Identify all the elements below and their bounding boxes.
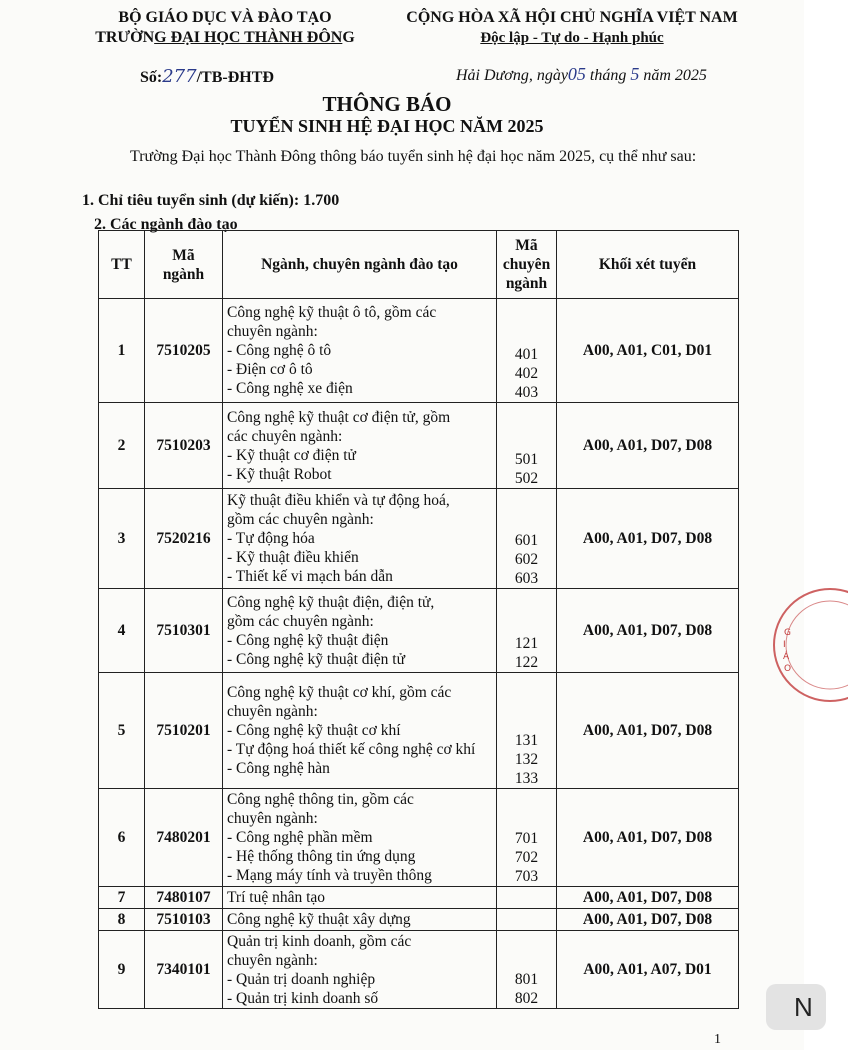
major-name-line: các chuyên ngành: <box>227 427 343 445</box>
major-name-line: Công nghệ kỹ thuật cơ điện tử, gồm <box>227 408 451 426</box>
handwritten-number: 277 <box>162 66 197 87</box>
major-name <box>223 589 497 673</box>
major-name-line: - Công nghệ ô tô <box>227 342 332 359</box>
major-name <box>223 909 497 931</box>
page-number: 1 <box>714 1032 721 1047</box>
major-name-line: gồm các chuyên ngành: <box>227 612 374 630</box>
row-number: 1 <box>99 299 145 403</box>
row-number: 8 <box>99 909 145 931</box>
major-name <box>223 489 497 589</box>
major-code: 7340101 <box>145 931 223 1009</box>
table-row <box>99 489 739 589</box>
sub-major-code: 133 <box>514 770 539 787</box>
admission-block: A00, A01, D07, D08 <box>557 909 739 931</box>
sub-major-code: 401 <box>514 346 539 363</box>
major-name <box>223 299 497 403</box>
header-tt: TT <box>99 231 145 299</box>
country-name: CỘNG HÒA XÃ HỘI CHỦ NGHĨA VIỆT NAM <box>406 9 738 26</box>
ministry-header <box>70 8 380 48</box>
row-number: 3 <box>99 489 145 589</box>
row-number: 6 <box>99 789 145 887</box>
table-row <box>99 909 739 931</box>
sub-major-code: 802 <box>514 990 539 1007</box>
major-name-line: - Tự động hóa <box>227 530 315 547</box>
document-number: Số:277/TB-ĐHTĐ <box>140 66 274 87</box>
handwritten-day: 05 <box>567 64 586 84</box>
major-name-line: - Quản trị kinh doanh số <box>227 989 379 1007</box>
handwritten-month: 5 <box>630 64 640 84</box>
major-name-line: - Kỹ thuật cơ điện tử <box>227 446 356 464</box>
major-name-line: - Điện cơ ô tô <box>227 361 313 378</box>
major-code: 7480107 <box>145 887 223 909</box>
admission-block: A00, A01, C01, D01 <box>557 299 739 403</box>
major-name-line: - Công nghệ kỹ thuật điện <box>227 631 389 649</box>
admission-block: A00, A01, D07, D08 <box>557 789 739 887</box>
sub-major-codes <box>497 489 557 589</box>
major-name-line: - Mạng máy tính và truyền thông <box>227 867 432 884</box>
major-code: 7510201 <box>145 673 223 789</box>
row-number: 2 <box>99 403 145 489</box>
major-name-line: - Tự động hoá thiết kế công nghệ cơ khí <box>227 741 476 758</box>
admission-block: A00, A01, D07, D08 <box>557 403 739 489</box>
table-header-row <box>99 231 739 299</box>
sub-major-codes <box>497 589 557 673</box>
header-admission-block: Khối xét tuyển <box>557 231 739 299</box>
major-name-line: - Công nghệ phần mềm <box>227 829 373 846</box>
sub-major-code: 703 <box>514 868 539 885</box>
national-motto: Độc lập - Tự do - Hạnh phúc <box>480 30 664 46</box>
admission-block: A00, A01, D07, D08 <box>557 489 739 589</box>
row-number: 4 <box>99 589 145 673</box>
national-header <box>392 8 752 48</box>
major-code: 7520216 <box>145 489 223 589</box>
sub-major-code: 121 <box>514 635 539 652</box>
major-name-line: Công nghệ thông tin, gồm các <box>227 791 414 808</box>
majors-table <box>98 230 739 1009</box>
table-row <box>99 589 739 673</box>
sub-major-code: 502 <box>514 470 539 487</box>
document-title: THÔNG BÁO <box>322 92 452 116</box>
major-name-line: - Quản trị doanh nghiệp <box>227 970 376 988</box>
major-name-line: Kỹ thuật điều khiển và tự động hoá, <box>227 492 450 509</box>
major-name-line: Trí tuệ nhân tạo <box>227 889 326 906</box>
major-name-line: Công nghệ kỹ thuật xây dựng <box>227 911 411 928</box>
major-name-line: Công nghệ kỹ thuật điện, điện tử, <box>227 593 435 611</box>
major-name-line: - Công nghệ kỹ thuật điện tử <box>227 650 406 668</box>
major-name-line: - Hệ thống thông tin ứng dụng <box>227 848 416 865</box>
admission-block: A00, A01, D07, D08 <box>557 673 739 789</box>
document-subtitle: TUYỂN SINH HỆ ĐẠI HỌC NĂM 2025 <box>230 116 544 136</box>
admission-block: A00, A01, D07, D08 <box>557 589 739 673</box>
university-name: TRƯỜNG ĐẠI HỌC THÀNH ĐÔNG <box>95 29 355 46</box>
major-name-line: - Kỹ thuật Robot <box>227 465 332 483</box>
major-name <box>223 403 497 489</box>
admission-block: A00, A01, A07, D01 <box>557 931 739 1009</box>
sub-major-codes <box>497 299 557 403</box>
sub-major-codes <box>497 931 557 1009</box>
sub-major-code: 801 <box>514 971 539 988</box>
major-name-line: Công nghệ kỹ thuật cơ khí, gồm các <box>227 684 452 701</box>
major-name-line: - Công nghệ xe điện <box>227 380 353 397</box>
sub-major-code: 602 <box>514 551 539 568</box>
header-sub-code: Mã chuyên ngành <box>497 231 557 299</box>
major-name-line: - Thiết kế vi mạch bán dẫn <box>227 568 393 585</box>
sub-major-code: 402 <box>514 365 539 382</box>
sub-major-code: 403 <box>514 384 539 401</box>
major-name-line: chuyên ngành: <box>227 703 318 720</box>
sub-major-codes <box>497 909 557 931</box>
table-row <box>99 673 739 789</box>
sub-major-code: 131 <box>514 732 539 749</box>
sub-major-codes <box>497 673 557 789</box>
section-majors: 2. Các ngành đào tạo <box>94 216 238 233</box>
sub-major-codes <box>497 887 557 909</box>
sub-major-code: 701 <box>514 830 539 847</box>
table-row <box>99 789 739 887</box>
red-seal <box>768 585 848 705</box>
major-name-line: - Công nghệ kỹ thuật cơ khí <box>227 722 401 739</box>
major-code: 7510203 <box>145 403 223 489</box>
seal-text: G I Á O <box>783 628 792 674</box>
row-number: 7 <box>99 887 145 909</box>
major-name-line: chuyên ngành: <box>227 951 318 969</box>
table-row <box>99 887 739 909</box>
row-number: 5 <box>99 673 145 789</box>
overlay-chip[interactable]: N <box>766 984 826 1030</box>
header-major-code: Mã ngành <box>145 231 223 299</box>
section-enrollment-quota: 1. Chỉ tiêu tuyển sinh (dự kiến): 1.700 <box>82 192 340 209</box>
table-row <box>99 299 739 403</box>
major-name-line: chuyên ngành: <box>227 810 318 827</box>
table-body <box>99 299 739 1009</box>
admission-block: A00, A01, D07, D08 <box>557 887 739 909</box>
sub-major-code: 603 <box>514 570 539 587</box>
sub-major-code: 132 <box>514 751 539 768</box>
major-code: 7480201 <box>145 789 223 887</box>
major-name-line: Công nghệ kỹ thuật ô tô, gồm các <box>227 304 437 321</box>
table-row <box>99 931 739 1009</box>
sub-major-codes <box>497 403 557 489</box>
major-name-line: chuyên ngành: <box>227 323 318 340</box>
major-name-line: - Công nghệ hàn <box>227 760 330 777</box>
major-name <box>223 673 497 789</box>
major-name <box>223 887 497 909</box>
sub-major-code: 122 <box>514 654 539 671</box>
major-name-line: Quản trị kinh doanh, gồm các <box>227 932 412 950</box>
major-name <box>223 789 497 887</box>
major-code: 7510205 <box>145 299 223 403</box>
table-row <box>99 403 739 489</box>
major-code: 7510103 <box>145 909 223 931</box>
row-number: 9 <box>99 931 145 1009</box>
sub-major-code: 601 <box>514 532 539 549</box>
major-name <box>223 931 497 1009</box>
place-date: Hải Dương, ngày05 tháng 5 năm 2025 <box>456 64 707 84</box>
intro-paragraph: Trường Đại học Thành Đông thông báo tuyển sinh hệ đại học năm 2025, cụ thể như sau: <box>130 148 697 165</box>
major-name-line: gồm các chuyên ngành: <box>227 511 374 528</box>
major-name-line: - Kỹ thuật điều khiển <box>227 549 359 566</box>
header-major-name: Ngành, chuyên ngành đào tạo <box>223 231 497 299</box>
sub-major-code: 501 <box>514 451 539 468</box>
ministry-name: BỘ GIÁO DỤC VÀ ĐÀO TẠO <box>118 9 332 26</box>
major-code: 7510301 <box>145 589 223 673</box>
sub-major-code: 702 <box>514 849 539 866</box>
sub-major-codes <box>497 789 557 887</box>
